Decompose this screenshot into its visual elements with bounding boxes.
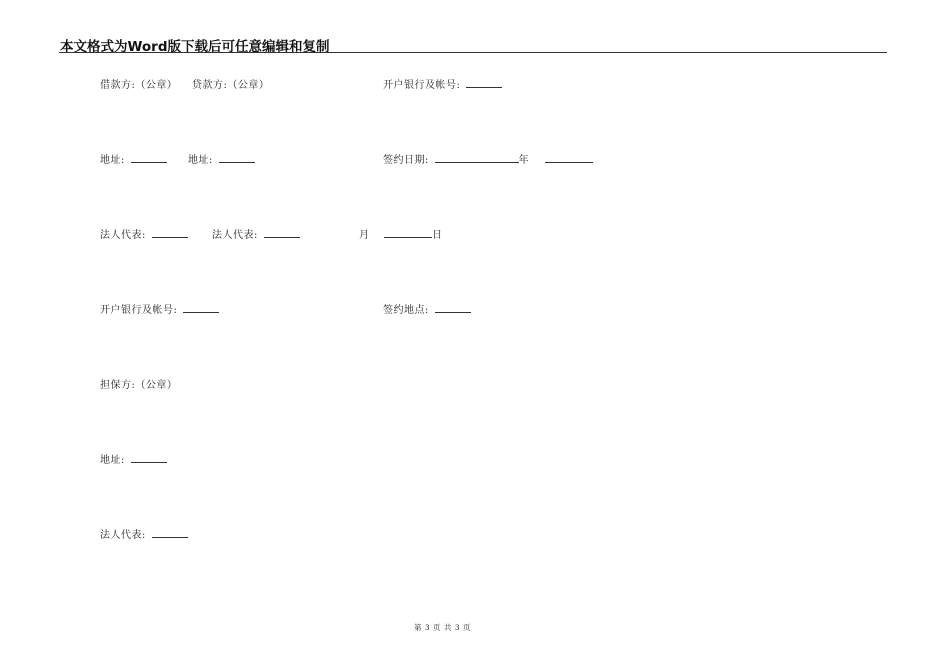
month-blank[interactable] bbox=[545, 161, 593, 163]
borrower-legal-rep-field bbox=[100, 229, 188, 243]
sign-date-label: 签约日期: bbox=[383, 155, 429, 166]
lender-seal-label: 贷款方:（公章） bbox=[192, 80, 270, 91]
day-label: 日 bbox=[432, 230, 443, 241]
legal-rep-label: 法人代表: bbox=[212, 230, 258, 241]
guarantor-address-field bbox=[100, 454, 167, 468]
borrower-address-field bbox=[100, 154, 167, 168]
bank-account-field-left bbox=[100, 304, 219, 318]
legal-rep-blank[interactable] bbox=[152, 236, 188, 238]
month-label: 月 bbox=[359, 230, 370, 241]
document-header-title: 本文格式为Word版下载后可任意编辑和复制 bbox=[60, 39, 330, 55]
bank-account-label: 开户银行及帐号: bbox=[383, 80, 461, 91]
address-blank[interactable] bbox=[131, 461, 167, 463]
sign-place-field bbox=[383, 304, 471, 318]
year-label: 年 bbox=[518, 155, 530, 166]
day-blank[interactable] bbox=[384, 236, 432, 238]
bank-account-blank[interactable] bbox=[183, 311, 219, 313]
address-label: 地址: bbox=[100, 455, 125, 466]
address-label: 地址: bbox=[188, 155, 213, 166]
bank-account-label: 开户银行及帐号: bbox=[100, 305, 178, 316]
page-number: 第 3 页 共 3 页 bbox=[414, 623, 471, 632]
address-blank[interactable] bbox=[219, 161, 255, 163]
header-divider bbox=[59, 52, 887, 53]
lender-address-field bbox=[188, 154, 255, 168]
day-field bbox=[384, 229, 443, 243]
lender-legal-rep-field bbox=[212, 229, 300, 243]
borrower-seal-label: 借款方:（公章） bbox=[100, 80, 178, 91]
sign-date-field bbox=[383, 154, 593, 168]
address-blank[interactable] bbox=[131, 161, 167, 163]
guarantor-seal-label: 担保方:（公章） bbox=[100, 380, 178, 391]
bank-account-blank[interactable] bbox=[466, 86, 502, 88]
sign-place-label: 签约地点: bbox=[383, 305, 429, 316]
legal-rep-blank[interactable] bbox=[152, 536, 188, 538]
legal-rep-blank[interactable] bbox=[264, 236, 300, 238]
sign-place-blank[interactable] bbox=[435, 311, 471, 313]
bank-account-field-right bbox=[383, 79, 502, 93]
address-label: 地址: bbox=[100, 155, 125, 166]
guarantor-legal-rep-field bbox=[100, 529, 188, 543]
year-blank[interactable] bbox=[435, 161, 519, 163]
legal-rep-label: 法人代表: bbox=[100, 530, 146, 541]
legal-rep-label: 法人代表: bbox=[100, 230, 146, 241]
